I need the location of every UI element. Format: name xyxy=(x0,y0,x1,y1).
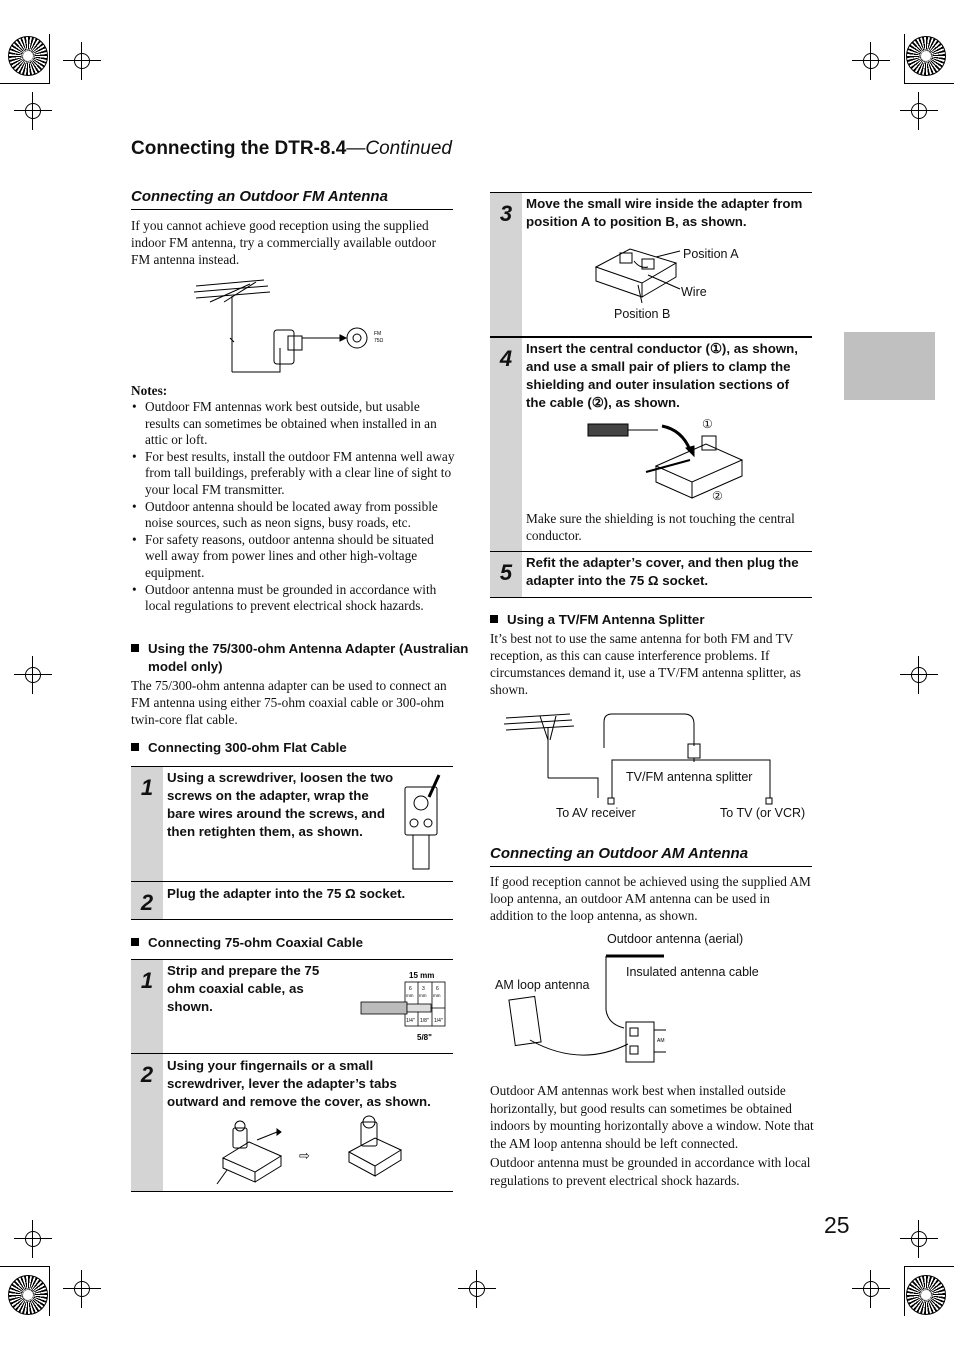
step-number: 2 xyxy=(140,890,154,915)
list-item: • For best results, install the outdoor FM antenna well away from tall buildings, preferably with a clear line of sight to your local FM transmitter. xyxy=(131,449,455,499)
am-loop-label: AM loop antenna xyxy=(495,978,590,992)
receiver-label: To AV receiver xyxy=(556,806,636,820)
dim-unit: mm xyxy=(419,993,427,998)
step-number: 5 xyxy=(499,560,513,585)
step-text: Refit the adapter’s cover, and then plug the adapter into the 75 Ω socket. xyxy=(526,555,799,588)
crosshair-icon xyxy=(906,662,932,688)
splitter-label: TV/FM antenna splitter xyxy=(626,770,753,784)
step-number: 1 xyxy=(140,968,154,993)
adapter-wire-illustration xyxy=(590,239,690,305)
registration-wheel-icon xyxy=(906,1275,946,1315)
crosshair-icon xyxy=(906,1226,932,1252)
step-number: 4 xyxy=(499,346,513,371)
am-section-title: Connecting an Outdoor AM Antenna xyxy=(490,845,812,867)
fm-jack-label: FM xyxy=(374,331,382,337)
flat-step-2 xyxy=(131,881,453,920)
step-text: Using your fingernails or a small screwdriver, lever the adapter’s tabs outward and remove the cover, as shown. xyxy=(167,1058,431,1109)
fm-jack-ohm-label: 75Ω xyxy=(374,338,384,344)
list-item: • Outdoor FM antennas work best outside, but usable results can sometimes be obtained when installed in an attic or loft. xyxy=(131,399,455,449)
page-title-continued: —Continued xyxy=(346,138,452,159)
screwdriver-adapter-illustration xyxy=(401,773,451,873)
dim-inch-3: 1/4" xyxy=(434,1018,443,1024)
marker-2: ② xyxy=(712,489,723,503)
splitter-illustration xyxy=(500,710,790,810)
wire-label: Wire xyxy=(681,285,707,299)
right-step-3 xyxy=(490,192,812,337)
crosshair-icon xyxy=(69,48,95,74)
dim-a: 6 xyxy=(409,986,412,992)
step-number: 1 xyxy=(140,775,154,800)
am-antenna-illustration xyxy=(500,940,700,1070)
crosshair-icon xyxy=(858,48,884,74)
fm-section-title: Connecting an Outdoor FM Antenna xyxy=(131,188,453,210)
marker-1: ① xyxy=(702,417,713,431)
dim-inch-total: 5/8" xyxy=(417,1033,432,1042)
insulated-cable-label: Insulated antenna cable xyxy=(626,965,759,979)
step-number: 3 xyxy=(499,201,513,226)
step-text: Plug the adapter into the 75 Ω socket. xyxy=(167,886,406,901)
tv-label: To TV (or VCR) xyxy=(720,806,806,820)
dim-c: 6 xyxy=(436,986,439,992)
splitter-text: It’s best not to use the same antenna for both FM and TV reception, as this can cause interference problems. If circumstances demand it, use a TV/FM antenna splitter, as shown. xyxy=(490,631,801,697)
registration-wheel-icon xyxy=(8,36,48,76)
flat-cable-subheading: Connecting 300-ohm Flat Cable xyxy=(131,739,347,757)
crosshair-icon xyxy=(20,1226,46,1252)
coax-step-1 xyxy=(131,959,453,1054)
splitter-subheading: Using a TV/FM Antenna Splitter xyxy=(490,611,705,629)
arrow-icon: ⇨ xyxy=(299,1148,310,1163)
conductor-insert-illustration xyxy=(586,416,750,506)
am-intro: If good reception cannot be achieved using the supplied AM loop antenna, an outdoor AM antenna can be used in addition to the loop antenna, as shown. xyxy=(490,874,811,923)
step-text: Strip and prepare the 75 ohm coaxial cable, as shown. xyxy=(167,963,320,1014)
coax-strip-dimensions-illustration xyxy=(359,968,451,1048)
dim-inch-1: 1/4" xyxy=(406,1018,415,1024)
step-4-note: Make sure the shielding is not touching the central conductor. xyxy=(526,511,795,543)
coax-cable-subheading: Connecting 75-ohm Coaxial Cable xyxy=(131,934,363,952)
list-item: • Outdoor antenna should be located away from possible noise sources, such as neon signs, busy roads, etc. xyxy=(131,499,455,532)
right-step-4 xyxy=(490,337,812,552)
step-number: 2 xyxy=(140,1062,154,1087)
list-item: • Outdoor antenna must be grounded in accordance with local regulations to prevent electrical shock hazards. xyxy=(131,582,455,615)
coax-step-2 xyxy=(131,1053,453,1192)
step-text: Move the small wire inside the adapter from position A to position B, as shown. xyxy=(526,196,803,229)
dim-unit: mm xyxy=(406,993,414,998)
fm-intro: If you cannot achieve good reception using the supplied indoor FM antenna, try a commercially available outdoor FM antenna instead. xyxy=(131,218,436,267)
side-tab xyxy=(844,332,935,400)
list-item: • For safety reasons, outdoor antenna should be situated well away from power lines and other high-voltage equipment. xyxy=(131,532,455,582)
outdoor-antenna-label: Outdoor antenna (aerial) xyxy=(607,932,744,946)
position-a-label: Position A xyxy=(683,247,739,261)
registration-wheel-icon xyxy=(906,36,946,76)
am-text-2: Outdoor antenna must be grounded in accordance with local regulations to prevent electrical shock hazards. xyxy=(490,1155,811,1188)
am-text-1: Outdoor AM antennas work best when installed outside horizontally, but good results can sometimes be obtained indoors by mounting horizontally above a window. Note that the AM loop antenna should be left connected. xyxy=(490,1083,814,1151)
registration-wheel-icon xyxy=(8,1275,48,1315)
step-text: Insert the central conductor (①), as shown, and use a small pair of pliers to clamp the shielding and outer insulation sections of the cable (②), as shown. xyxy=(526,341,798,410)
crosshair-icon xyxy=(20,98,46,124)
page-number: 25 xyxy=(824,1212,850,1238)
crosshair-icon xyxy=(858,1276,884,1302)
adapter-cover-removal-illustration xyxy=(215,1112,405,1188)
crosshair-icon xyxy=(20,662,46,688)
position-b-label: Position B xyxy=(614,307,671,321)
am-jack-label: AM xyxy=(657,1038,665,1044)
step-text: Using a screwdriver, loosen the two screws on the adapter, wrap the bare wires around the screws, and then retighten them, as shown. xyxy=(167,770,394,839)
adapter-text: The 75/300-ohm antenna adapter can be used to connect an FM antenna using either 75-ohm coaxial cable or 300-ohm twin-core flat cable. xyxy=(131,678,447,727)
page-title: Connecting the DTR-8.4—Continued xyxy=(131,138,452,159)
dim-total: 15 mm xyxy=(409,971,435,980)
dim-unit: mm xyxy=(433,993,441,998)
flat-step-1 xyxy=(131,766,453,882)
dim-b: 3 xyxy=(422,986,425,992)
fm-antenna-illustration xyxy=(190,278,400,378)
right-step-5 xyxy=(490,551,812,598)
crosshair-icon xyxy=(69,1276,95,1302)
notes-list xyxy=(131,399,455,615)
crosshair-icon xyxy=(906,98,932,124)
notes-title: Notes: xyxy=(131,383,168,398)
crosshair-icon xyxy=(464,1276,490,1302)
dim-inch-2: 1/8" xyxy=(420,1018,429,1024)
adapter-subheading: Using the 75/300-ohm Antenna Adapter (Australian model only) xyxy=(131,640,470,676)
